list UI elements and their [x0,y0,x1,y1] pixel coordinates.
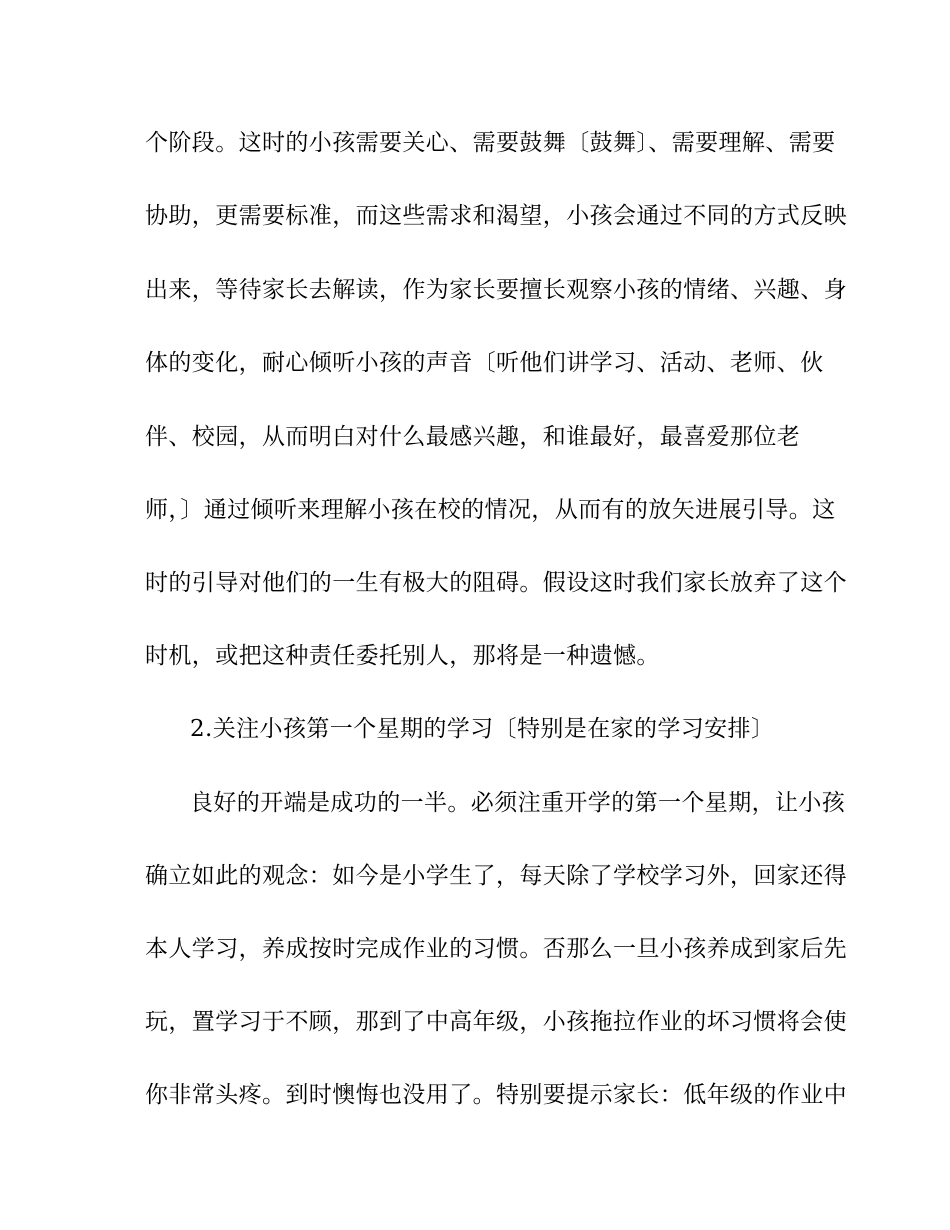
text-line: 本人学习，养成按时完成作业的习惯。否那么一旦小孩养成到家后先 [145,936,847,962]
text-line: 出来，等待家长去解读，作为家长要擅长观察小孩的情绪、兴趣、身 [145,277,847,303]
text-line: 良好的开端是成功的一半。必须注重开学的第一个星期，让小孩 [190,790,846,816]
text-line: 个阶段。这时的小孩需要关心、需要鼓舞〔鼓舞〕、需要理解、需要 [145,130,836,156]
text-line: 体的变化，耐心倾听小孩的声音〔听他们讲学习、活动、老师、伙 [145,350,824,376]
text-line: 协助，更需要标准，而这些需求和渴望，小孩会通过不同的方式反映 [145,203,847,229]
text-line: 师，〕通过倾听来理解小孩在校的情况，从而有的放矢进展引导。这 [145,497,836,523]
text-line: 时的引导对他们的一生有极大的阻碍。假设这时我们家长放弃了这个 [145,570,847,596]
text-line: 玩，置学习于不顾，那到了中高年级，小孩拖拉作业的坏习惯将会使 [145,1009,847,1035]
section-heading: 2.关注小孩第一个星期的学习〔特别是在家的学习安排〕 [190,716,775,742]
text-line: 伴、校园，从而明白对什么最感兴趣，和谁最好，最喜爱那位老 [145,424,801,450]
text-line: 你非常头疼。到时懊悔也没用了。特别要提示家长：低年级的作业中 [145,1082,847,1108]
text-line: 确立如此的观念：如今是小学生了，每天除了学校学习外，回家还得 [145,863,847,889]
text-line: 时机，或把这种责任委托别人，那将是一种遗憾。 [145,643,660,669]
